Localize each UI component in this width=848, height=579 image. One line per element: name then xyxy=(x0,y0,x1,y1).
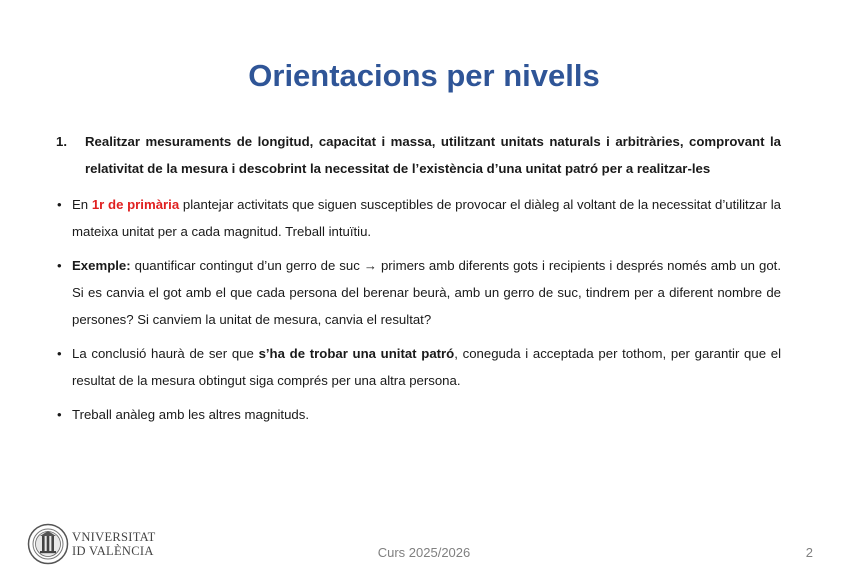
bullet-item-1 xyxy=(56,191,781,245)
bullet-text: Treball anàleg amb les altres magnituds. xyxy=(72,407,310,422)
bullet-label: Exemple: xyxy=(72,258,131,273)
page-number: 2 xyxy=(805,545,813,560)
bullet-item-4 xyxy=(56,401,781,428)
bullet-icon: • xyxy=(57,346,62,361)
slide-title: Orientacions per nivells xyxy=(248,58,600,93)
bullet-text: quantificar contingut d’un gerro de suc → primers amb diferents gots i recipients i després només amb un got. Si es canvia el got amb el que cada persona del berenar beurà, amb un gerro de suc, tindrem per a diferent nombre de persones? Si canviem la unitat de mesura, canvia el resultat? xyxy=(72,258,781,327)
logo-line-2: ID VALÈNCIA xyxy=(72,544,154,558)
numbered-item-1 xyxy=(56,128,781,182)
bullet-highlight: 1r de primària xyxy=(91,197,180,212)
bullet-text-pre: En xyxy=(72,197,92,212)
bullet-text-post: , coneguda i acceptada per tothom, per garantir que el resultat de la mesura obtingut siga comprés per una altra persona. xyxy=(72,346,781,388)
logo-line-1: VNIVERSITAT xyxy=(72,530,156,544)
bullet-item-2 xyxy=(56,252,781,333)
bullet-item-3 xyxy=(56,340,781,394)
bullet-icon: • xyxy=(57,197,62,212)
bullet-icon: • xyxy=(57,258,62,273)
item-number: 1. xyxy=(56,134,67,149)
slide-content xyxy=(56,128,781,435)
bullet-bold: s’ha de trobar una unitat patró xyxy=(258,346,455,361)
bullet-text-pre: La conclusió haurà de ser que xyxy=(72,346,259,361)
item-text: Realitzar mesuraments de longitud, capacitat i massa, utilitzant unitats naturals i arbitràries, comprovant la relativitat de la mesura i descobrint la necessitat de l’existència d’una unitat patró per a realitzar-les xyxy=(85,134,781,176)
bullet-text-post: plantejar activitats que siguen susceptibles de provocar el diàleg al voltant de la necessitat d’utilitzar la mateixa unitat per a cada magnitud. Treball intuïtiu. xyxy=(72,197,782,239)
bullet-icon: • xyxy=(57,407,62,422)
footer-course: Curs 2025/2026 xyxy=(377,545,471,560)
